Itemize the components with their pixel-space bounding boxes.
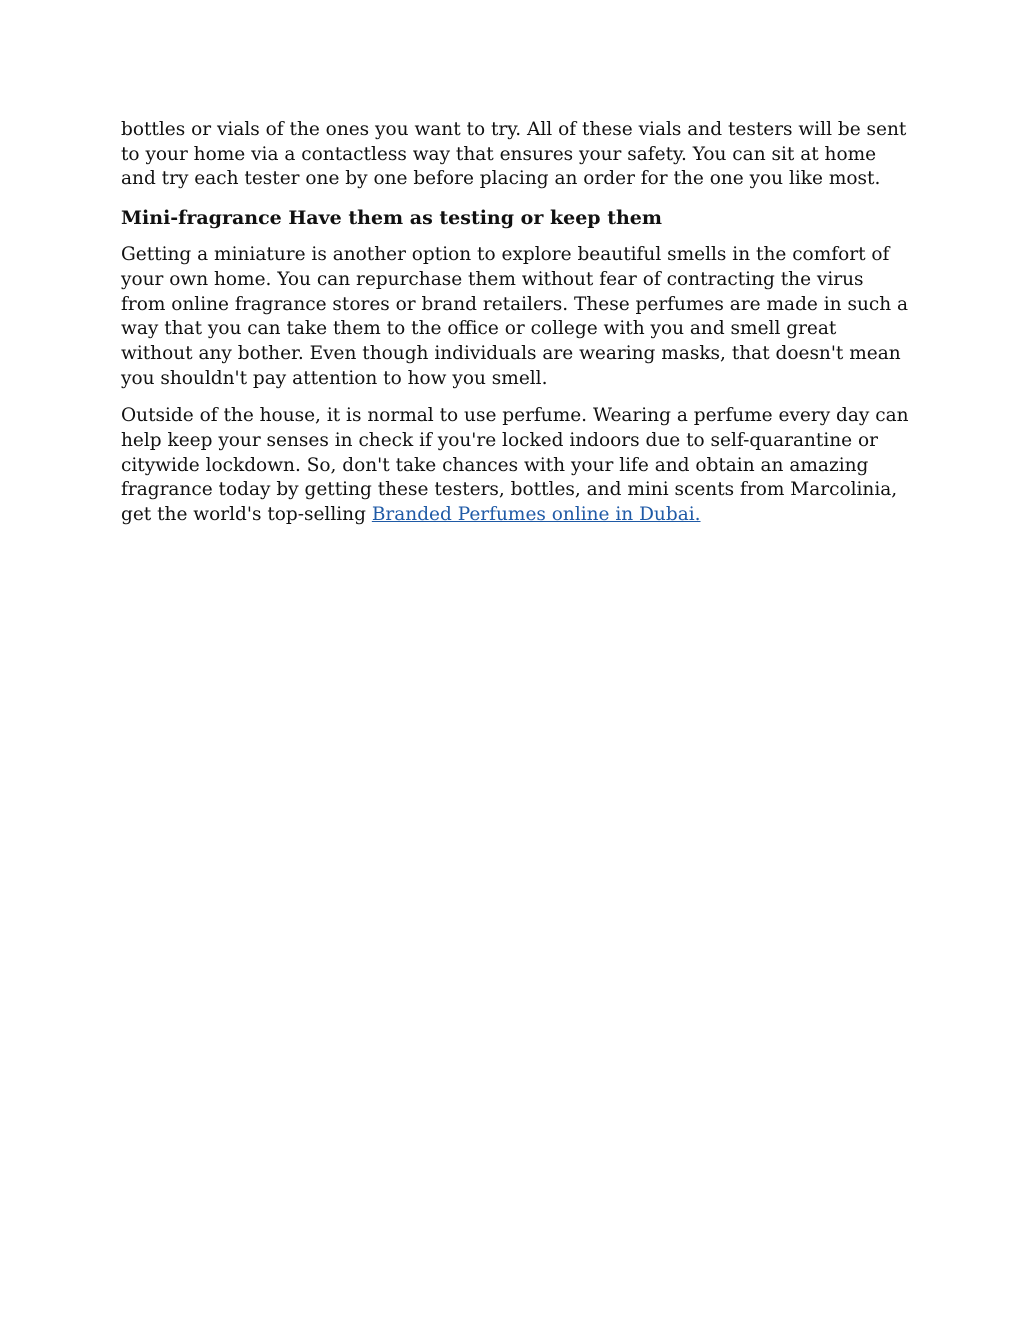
body-paragraph: bottles or vials of the ones you want to try. All of these vials and testers will be sent to your home via a contactless way that ensures your safety. You can sit at home and try each tester one by one before placing an order for the one you like most. xyxy=(121,119,907,190)
branded-perfumes-link[interactable]: Branded Perfumes online in Dubai. xyxy=(371,504,701,526)
body-paragraph-with-link xyxy=(121,404,911,528)
paragraph-text: Outside of the house, it is normal to use perfume. Wearing a perfume every day can help keep your senses in check if you're locked indoors due to self-quarantine or citywide lockdown. So, don't take chances with your life and obtain an amazing fragrance today by getting these testers, bottles, and mini scents from Marcolinia, get the world's top-selling xyxy=(121,405,909,526)
body-paragraph: Getting a miniature is another option to explore beautiful smells in the comfort of your own home. You can repurchase them without fear of contracting the virus from online fragrance stores or brand retailers. These perfumes are made in such a way that you can take them to the office or college with you and smell great without any bother. Even though individuals are wearing masks, that doesn't mean you shouldn't pay attention to how you smell. xyxy=(121,244,909,389)
section-heading: Mini-fragrance Have them as testing or keep them xyxy=(121,207,662,230)
document-page xyxy=(121,118,911,541)
